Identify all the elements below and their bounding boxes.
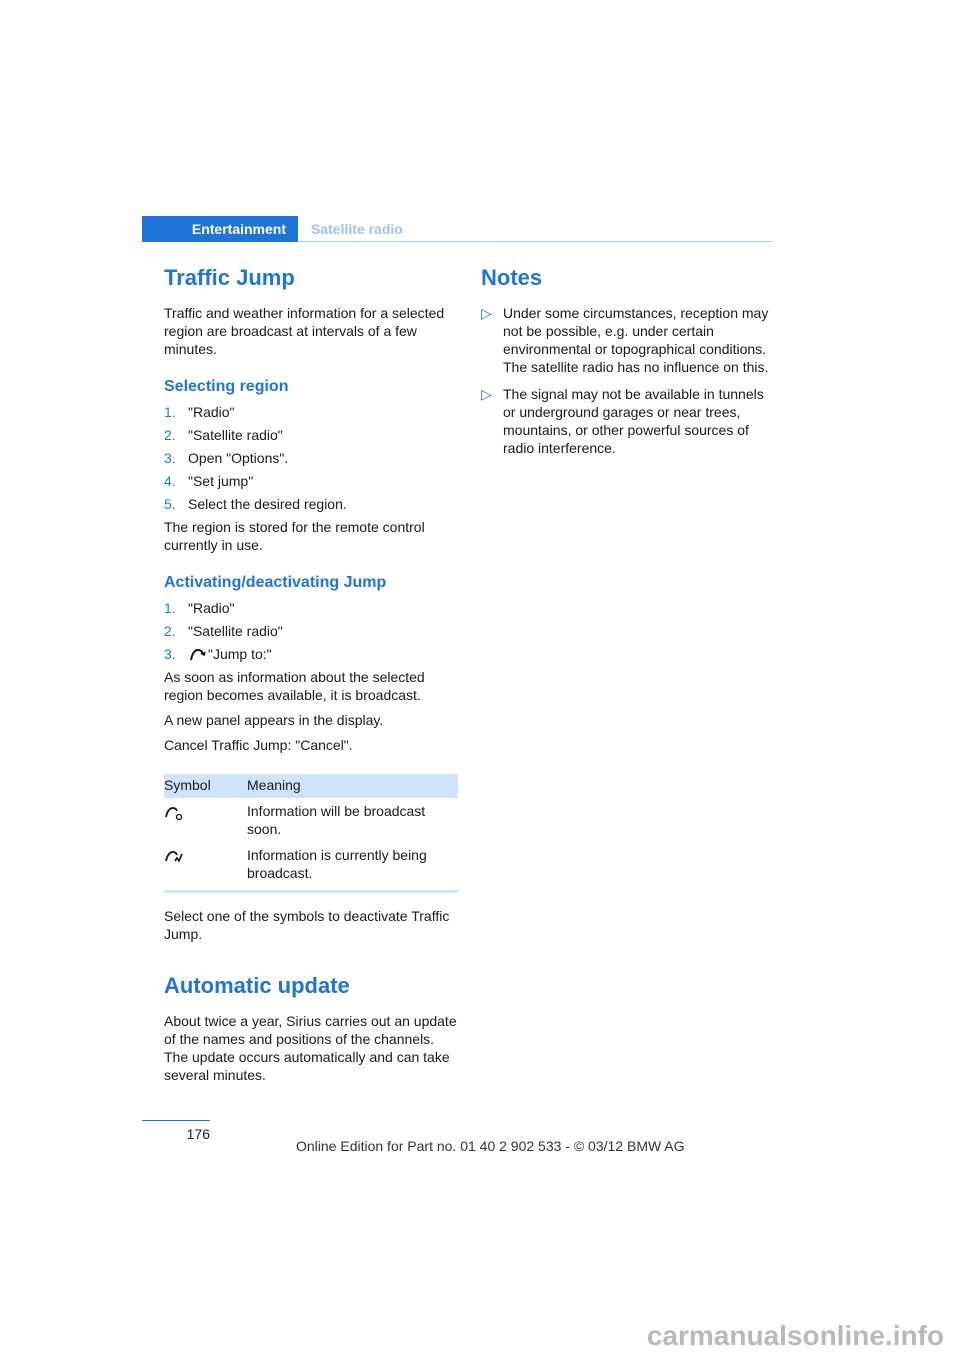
symbol-table [164,774,458,893]
table-header-row [164,774,458,798]
region-note: The region is stored for the remote control currently in use. [164,519,425,553]
page-number-rule [142,1120,210,1121]
page-number: 176 [186,1126,210,1142]
activating-heading: Activating/deactivating Jump [164,574,387,591]
automatic-update-heading: Automatic update [164,973,350,999]
list-item: 3. Open "Options". [164,450,289,466]
list-item: 1. "Radio" [164,600,235,616]
list-item: 5. Select the desired region. [164,496,347,512]
list-item: ▷ The signal may not be available in tunnels or underground garages or near trees, mountains, or other powerful sources of radio interference. [481,386,764,456]
watermark: carmanualsonline.info [646,1320,944,1351]
table-cell: Information is currently being broadcast. [247,842,458,892]
jump-pending-icon [164,805,184,821]
column-header: Symbol [164,774,247,798]
list-item: 2. "Satellite radio" [164,623,283,639]
table-cell: Information will be broadcast soon. [247,803,426,838]
traffic-jump-intro: Traffic and weather information for a selected region are broadcast at intervals of a few minutes. [164,305,445,357]
activating-para3: Cancel Traffic Jump: "Cancel". [164,737,353,754]
list-item: 3. "Jump to:" [164,646,272,662]
section-tab: Entertainment [142,216,298,242]
after-table-text: Select one of the symbols to deactivate Traffic Jump. [164,908,450,943]
notes-heading: Notes [481,265,543,290]
jump-active-icon [188,647,208,663]
edition-footer: Online Edition for Part no. 01 40 2 902 533 - © 03/12 BMW AG [296,1138,685,1154]
bullet-triangle-icon: ▷ [481,386,492,402]
activating-para2: A new panel appears in the display. [164,712,384,729]
jump-active-icon [164,849,184,865]
right-column [481,264,773,466]
left-column [164,264,460,1091]
list-item: 1. "Radio" [164,404,235,420]
bullet-triangle-icon: ▷ [481,305,492,321]
header-divider [298,241,773,242]
subsection-label: Satellite radio [311,221,403,237]
automatic-update-text: About twice a year, Sirius carries out an update of the names and positions of the channels. The update occurs automatically and can take several minutes. [164,1013,457,1084]
list-item: 2. "Satellite radio" [164,427,283,443]
list-item: 4. "Set jump" [164,473,254,489]
selecting-region-heading: Selecting region [164,378,289,395]
table-row [164,798,458,842]
list-item: ▷ Under some circumstances, reception may not be possible, e.g. under certain environmental or topographical conditions. The satellite radio has no influence on this. [481,305,769,375]
table-row [164,842,458,892]
activating-para1: As soon as information about the selected region becomes available, it is broadcast. [164,669,425,704]
traffic-jump-heading: Traffic Jump [164,265,295,290]
column-header: Meaning [247,774,458,798]
